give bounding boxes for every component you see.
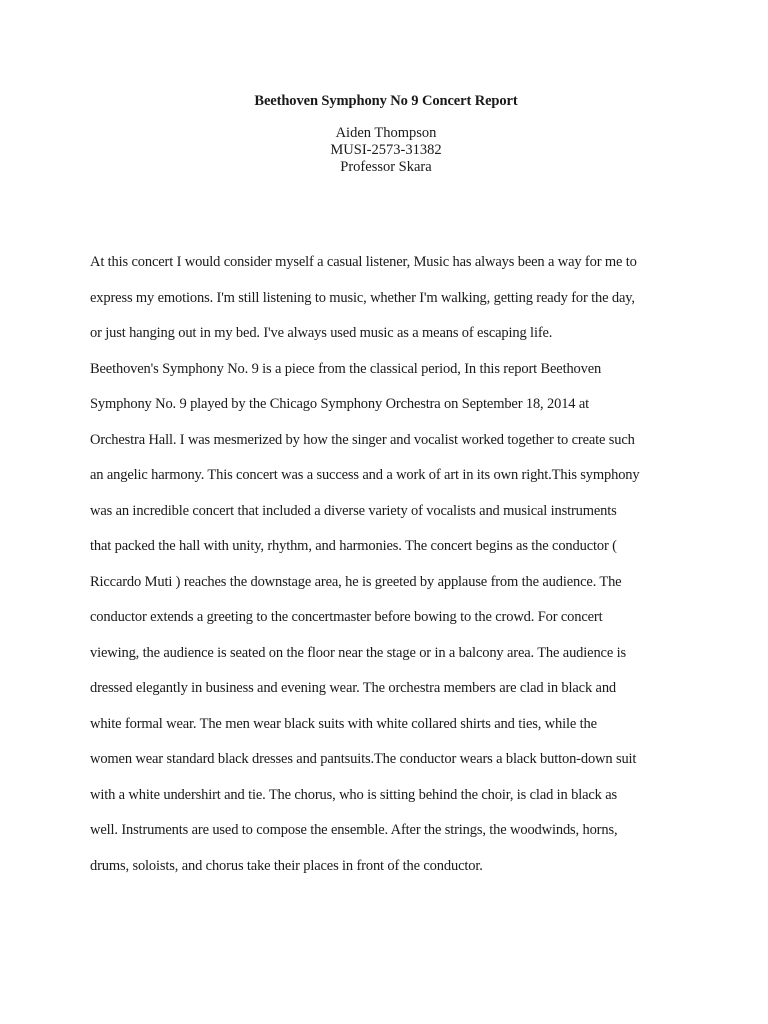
body-line: Orchestra Hall. I was mesmerized by how the singer and vocalist worked together to create such	[90, 431, 635, 448]
body-line: drums, soloists, and chorus take their places in front of the conductor.	[90, 857, 483, 874]
body-line: At this concert I would consider myself a casual listener, Music has always been a way for me to	[90, 254, 637, 270]
body-line: or just hanging out in my bed. I've always used music as a means of escaping life.	[90, 325, 553, 341]
body-line: women wear standard black dresses and pantsuits.The conductor wears a black button-down suit	[90, 751, 637, 767]
course-code: MUSI-2573-31382	[330, 142, 442, 158]
professor-name: Professor Skara	[340, 159, 432, 175]
body-line: an angelic harmony. This concert was a success and a work of art in its own right.This symphony	[90, 467, 640, 483]
body-line: white formal wear. The men wear black suits with white collared shirts and ties, while the	[90, 715, 597, 732]
document-title: Beethoven Symphony No 9 Concert Report	[254, 93, 518, 109]
body-line: well. Instruments are used to compose the ensemble. After the strings, the woodwinds, horns,	[90, 822, 618, 838]
body-line: Riccardo Muti ) reaches the downstage area, he is greeted by applause from the audience. The	[90, 573, 622, 590]
author-name: Aiden Thompson	[335, 125, 437, 141]
body-line: with a white undershirt and tie. The chorus, who is sitting behind the choir, is clad in black as	[90, 786, 618, 803]
body-line: that packed the hall with unity, rhythm, and harmonies. The concert begins as the conductor (	[90, 538, 617, 554]
body-line: viewing, the audience is seated on the floor near the stage or in a balcony area. The audience is	[90, 644, 626, 661]
report-body	[90, 245, 686, 884]
body-line: express my emotions. I'm still listening to music, whether I'm walking, getting ready for the day,	[90, 289, 635, 306]
body-line: was an incredible concert that included a diverse variety of vocalists and musical instruments	[90, 502, 617, 519]
body-line: conductor extends a greeting to the concertmaster before bowing to the crowd. For concert	[90, 609, 603, 625]
body-line: Symphony No. 9 played by the Chicago Symphony Orchestra on September 18, 2014 at	[90, 396, 590, 412]
body-line: Beethoven's Symphony No. 9 is a piece from the classical period, In this report Beethoven	[90, 360, 602, 377]
document-header	[0, 92, 768, 176]
body-line: dressed elegantly in business and evening wear. The orchestra members are clad in black and	[90, 680, 617, 696]
